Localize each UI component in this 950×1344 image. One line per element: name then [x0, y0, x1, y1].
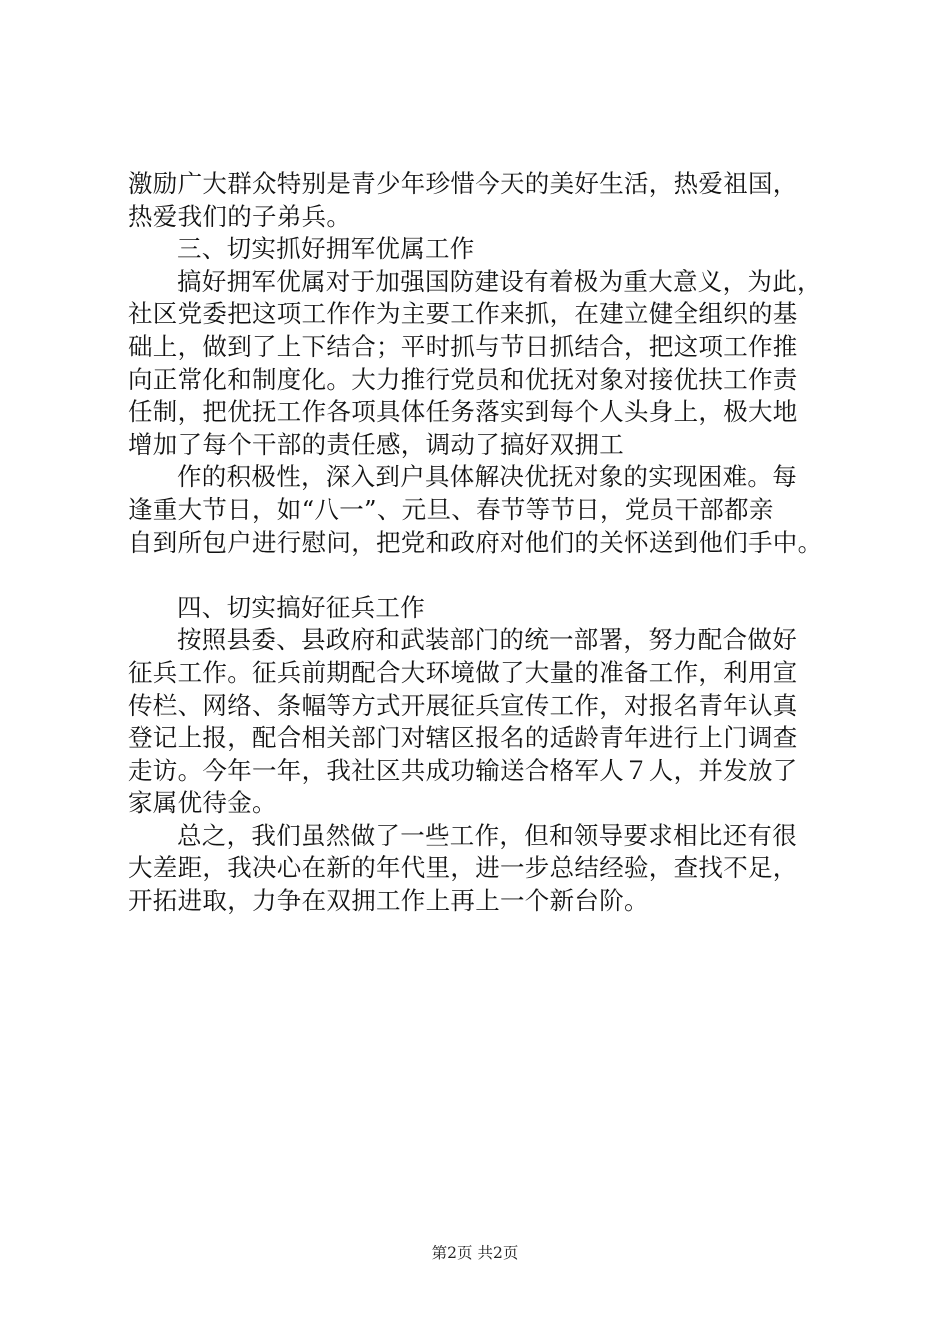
paragraph-line: 础上，做到了上下结合；平时抓与节日抓结合，把这项工作推: [128, 331, 798, 361]
paragraph-line: 大差距，我决心在新的年代里，进一步总结经验，查找不足，: [128, 853, 798, 883]
paragraph-line: 开拓进取，力争在双拥工作上再上一个新台阶。: [128, 886, 649, 916]
paragraph-line: 作的积极性，深入到户具体解决优抚对象的实现困难。每: [177, 462, 797, 492]
section-heading-4: 四、切实搞好征兵工作: [177, 592, 425, 622]
paragraph-line: 逢重大节日，如“八一”、元旦、春节等节日，党员干部都亲: [128, 494, 774, 524]
blank-line: [128, 559, 848, 592]
paragraph-line: 征兵工作。征兵前期配合大环境做了大量的准备工作，利用宣: [128, 657, 798, 687]
paragraph-line: 自到所包户进行慰问，把党和政府对他们的关怀送到他们手中。: [128, 527, 823, 557]
document-body: [128, 168, 848, 918]
paragraph-line: 向正常化和制度化。大力推行党员和优抚对象对接优扶工作责: [128, 364, 798, 394]
page-number-footer: 第2页 共2页: [431, 1244, 519, 1262]
paragraph-line: 任制，把优抚工作各项具体任务落实到每个人头身上，极大地: [128, 397, 798, 427]
paragraph-line: 增加了每个干部的责任感，调动了搞好双拥工: [128, 429, 624, 459]
paragraph-line: 家属优待金。: [128, 788, 277, 818]
paragraph-line: 搞好拥军优属对于加强国防建设有着极为重大意义，为此，: [177, 266, 822, 296]
paragraph-line: 登记上报，配合相关部门对辖区报名的适龄青年进行上门调查: [128, 723, 798, 753]
paragraph-line: 走访。今年一年，我社区共成功输送合格军人７人，并发放了: [128, 755, 798, 785]
paragraph-line: 传栏、网络、条幅等方式开展征兵宣传工作，对报名青年认真: [128, 690, 798, 720]
paragraph-line: 激励广大群众特别是青少年珍惜今天的美好生活，热爱祖国，: [128, 169, 798, 198]
section-heading-3: 三、切实抓好拥军优属工作: [177, 234, 475, 264]
paragraph-line: 热爱我们的子弟兵。: [128, 201, 352, 231]
paragraph-line: 社区党委把这项工作作为主要工作来抓，在建立健全组织的基: [128, 299, 798, 329]
paragraph-line: 总之，我们虽然做了一些工作，但和领导要求相比还有很: [177, 820, 797, 850]
paragraph-line: 按照县委、县政府和武装部门的统一部署，努力配合做好: [177, 625, 797, 655]
